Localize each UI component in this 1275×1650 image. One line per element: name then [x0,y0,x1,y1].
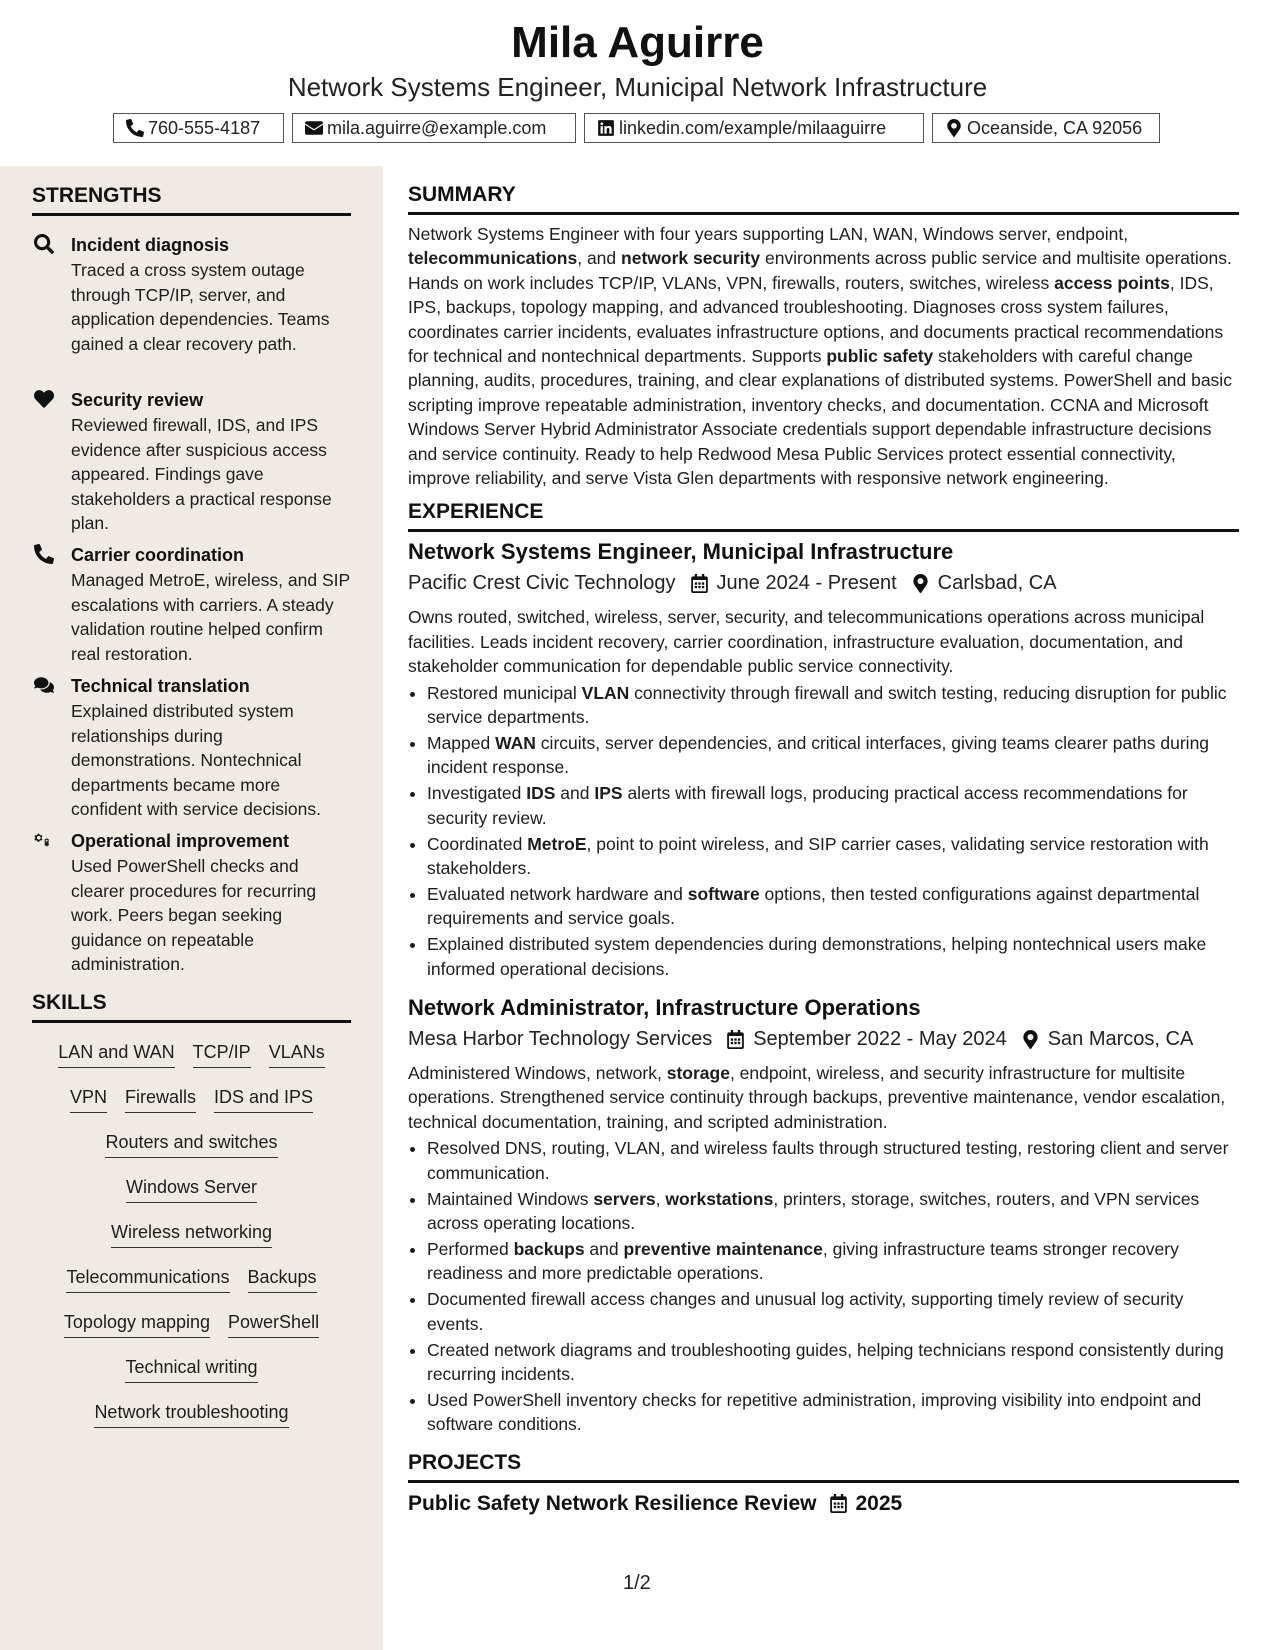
job-entry [408,537,1239,981]
page-number: 1/2 [623,1572,651,1594]
skill-tag: PowerShell [228,1311,319,1338]
resume-header [0,0,1275,166]
contact-bar [113,113,1160,143]
main-content [408,183,1239,1516]
job-company: Mesa Harbor Technology Services [408,1028,713,1051]
heart-icon [34,389,54,409]
job-bullets [408,681,1239,981]
skill-tag: Telecommunications [66,1266,229,1293]
strength-desc: Explained distributed system relationships during demonstrations. Nontechnical departments became more confident with service decisions. [71,701,321,819]
projects-heading: PROJECTS [408,1451,1239,1483]
job-bullets [408,1136,1239,1436]
skill-row [32,1221,351,1266]
skill-tag: VLANs [269,1041,325,1068]
skill-tag: Firewalls [125,1086,196,1113]
strength-item [32,542,351,673]
strength-desc: Used PowerShell checks and clearer procedures for recurring work. Peers began seeking guidance on repeatable administration. [71,856,317,974]
skill-tag: Technical writing [125,1356,257,1383]
project-year: 2025 [855,1491,903,1515]
job-title: Network Administrator, Infrastructure Operations [408,995,921,1021]
bullet-item: • Documented firewall access changes and unusual log activity, supporting timely review of security events. [427,1287,1239,1336]
job-meta [408,1023,1239,1055]
project-entry [408,1492,1239,1516]
skill-tag: Backups [248,1266,317,1293]
job-dates: June 2024 - Present [716,572,897,595]
candidate-title: Network Systems Engineer, Municipal Network Infrastructure [287,72,988,102]
skill-tag: TCP/IP [193,1041,251,1068]
contact-email-text: mila.aguirre@example.com [327,117,547,138]
bullet-item: • Used PowerShell inventory checks for repetitive administration, improving visibility into endpoint and software conditions. [427,1388,1239,1437]
project-title: Public Safety Network Resilience Review [408,1491,817,1515]
job-company: Pacific Crest Civic Technology [408,572,676,595]
calendar-icon [726,1030,745,1049]
phone-icon [126,119,144,137]
candidate-name: Mila Aguirre [511,18,764,67]
bullet-item: • Created network diagrams and troubleshooting guides, helping technicians respond consistently during recurring incidents. [427,1338,1239,1387]
job-dates: September 2022 - May 2024 [753,1028,1007,1051]
skill-tag: Topology mapping [64,1311,210,1338]
skill-tag: IDS and IPS [214,1086,313,1113]
bullet-item: • Restored municipal VLAN connectivity through firewall and switch testing, reducing disruption for public service departments. [427,681,1239,730]
summary-heading: SUMMARY [408,183,1239,215]
job-entry [408,993,1239,1437]
strengths-heading: STRENGTHS [32,184,351,216]
skill-tag: Routers and switches [105,1131,277,1158]
linkedin-icon [597,119,615,137]
skill-tag: Windows Server [126,1176,257,1203]
job-description: Administered Windows, network, storage, endpoint, wireless, and security infrastructure for multisite operations. Strengthened service continuity through backups, preventive maintenance, vendor escalation, technical documentation, training, and scripted administration. [408,1063,1226,1132]
skill-row [32,1086,351,1131]
summary-text: Network Systems Engineer with four years supporting LAN, WAN, Windows server, endpoint, telecommunications, and network security environments across public service and multisite operations. Hands on work includes TCP/IP, VLANs, VPN, firewalls, routers, switches, wireless access points, IDS, IPS, backups, topology mapping, and advanced troubleshooting. Diagnoses cross system failures, coordinates carrier incidents, evaluates infrastructure options, and documents practical recommendations for technical and nontechnical departments. Supports public safety stakeholders with careful change planning, audits, procedures, training, and clear explanations of distributed systems. PowerShell and basic scripting improve repeatable administration, inventory checks, and documentation. CCNA and Microsoft Windows Server Hybrid Administrator Associate credentials support dependable infrastructure decisions and service continuity. Ready to help Redwood Mesa Public Services protect essential connectivity, improve reliability, and serve Vista Glen departments with responsive network engineering. [408,224,1232,489]
contact-phone-text: 760-555-4187 [148,117,261,138]
strength-item [32,232,351,387]
skill-tag: LAN and WAN [58,1041,174,1068]
skill-row [32,1266,351,1311]
job-meta [408,567,1239,599]
skills-list [32,1041,351,1446]
phone-icon [34,544,54,564]
job-location: San Marcos, CA [1047,1028,1194,1051]
contact-location-text: Oceanside, CA 92056 [967,117,1143,138]
skill-row [32,1041,351,1086]
bullet-item: • Evaluated network hardware and software options, then tested configurations against departmental requirements and service goals. [427,882,1239,931]
contact-linkedin[interactable] [584,113,924,143]
skill-row [32,1131,351,1176]
job-title: Network Systems Engineer, Municipal Infrastructure [408,539,954,565]
skill-row [32,1311,351,1356]
calendar-icon [829,1494,848,1513]
strength-item [32,387,351,542]
contact-location [932,113,1160,143]
strength-title: Technical translation [71,676,250,696]
sidebar [0,166,383,1650]
bullet-item: • Explained distributed system dependencies during demonstrations, helping nontechnical users make informed operational decisions. [427,932,1239,981]
strength-desc: Traced a cross system outage through TCP/IP, server, and application dependencies. Teams gained a clear recovery path. [71,260,330,354]
bullet-item: • Resolved DNS, routing, VLAN, and wireless faults through structured testing, restoring client and server communication. [427,1136,1239,1185]
skill-row [32,1401,351,1446]
skills-heading: SKILLS [32,991,351,1023]
strength-title: Security review [71,390,204,410]
map-pin-icon [945,119,963,137]
map-pin-icon [1021,1030,1040,1049]
strength-desc: Reviewed firewall, IDS, and IPS evidence after suspicious access appeared. Findings gave stakeholders a practical response plan. [71,415,332,533]
cogs-icon [34,830,54,850]
skill-tag: Network troubleshooting [94,1401,288,1428]
contact-email[interactable] [292,113,576,143]
skill-row [32,1356,351,1401]
bullet-item: • Investigated IDS and IPS alerts with firewall logs, producing practical access recommendations for security review. [427,781,1239,830]
bullet-item: • Coordinated MetroE, point to point wireless, and SIP carrier cases, validating service restoration with stakeholders. [427,832,1239,881]
strength-title: Incident diagnosis [71,235,230,255]
job-location: Carlsbad, CA [937,572,1057,595]
search-icon [34,234,54,254]
job-description: Owns routed, switched, wireless, server, security, and telecommunications operations across municipal facilities. Leads incident recovery, carrier coordination, infrastructure evaluation, documentation, and stakeholder communication for dependable public service connectivity. [408,607,1205,677]
map-pin-icon [911,574,930,593]
bullet-item: • Performed backups and preventive maintenance, giving infrastructure teams stronger recovery readiness and more predictable operations. [427,1237,1239,1286]
strength-item [32,828,351,991]
strength-item [32,673,351,828]
contact-linkedin-text: linkedin.com/example/milaaguirre [619,117,887,138]
strength-title: Operational improvement [71,831,290,851]
skill-row [32,1176,351,1221]
strength-title: Carrier coordination [71,545,245,565]
calendar-icon [690,574,709,593]
bullet-item: • Maintained Windows servers, workstations, printers, storage, switches, routers, and VPN services across operating locations. [427,1187,1239,1236]
skill-tag: Wireless networking [111,1221,272,1248]
envelope-icon [305,119,323,137]
comments-icon [34,675,54,695]
strength-desc: Managed MetroE, wireless, and SIP escalations with carriers. A steady validation routine helped confirm real restoration. [71,570,350,664]
skill-tag: VPN [70,1086,107,1113]
bullet-item: • Mapped WAN circuits, server dependencies, and critical interfaces, giving teams clearer paths during incident response. [427,731,1239,780]
contact-phone[interactable] [113,113,284,143]
experience-heading: EXPERIENCE [408,500,1239,532]
